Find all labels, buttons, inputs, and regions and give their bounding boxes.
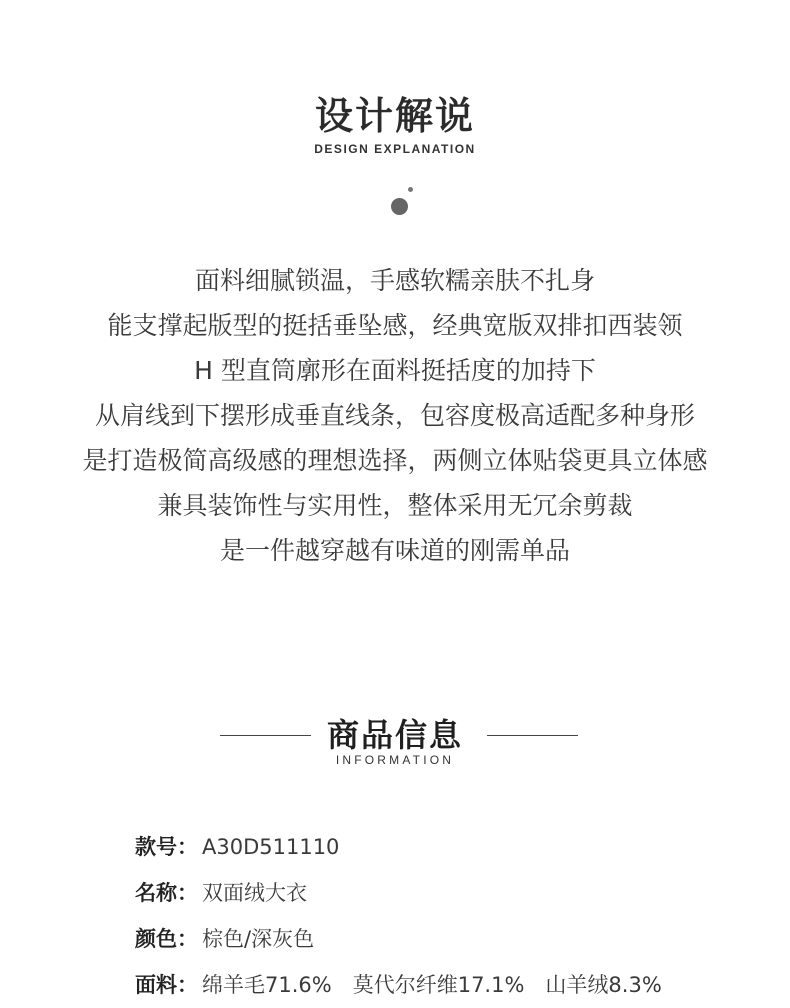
spec-label: 名称： bbox=[135, 881, 198, 905]
description-line: 兼具装饰性与实用性，整体采用无冗余剪裁 bbox=[157, 491, 633, 520]
spec-value: 双面绒大衣 bbox=[202, 881, 307, 905]
large-dot bbox=[391, 198, 408, 215]
spec-label: 面料： bbox=[135, 973, 198, 997]
small-dot bbox=[408, 187, 413, 192]
info-header bbox=[0, 708, 790, 778]
info-title: 商品信息 bbox=[326, 716, 463, 754]
spec-row bbox=[135, 916, 755, 962]
spec-row bbox=[135, 962, 755, 1008]
divider-line-right bbox=[487, 735, 578, 736]
description-line: 是一件越穿越有味道的刚需单品 bbox=[219, 536, 570, 565]
spec-row bbox=[135, 870, 755, 916]
spec-label: 颜色： bbox=[135, 927, 198, 951]
description-line: 面料细腻锁温，手感软糯亲肤不扎身 bbox=[194, 266, 595, 295]
design-description bbox=[0, 258, 790, 573]
spec-row bbox=[135, 824, 755, 870]
spec-value: A30D511110 bbox=[202, 835, 340, 859]
design-subtitle: DESIGN EXPLANATION bbox=[314, 142, 476, 156]
decorative-dots bbox=[385, 184, 425, 224]
description-line: 从肩线到下摆形成垂直线条，包容度极高适配多种身形 bbox=[94, 401, 695, 430]
description-line: H 型直筒廓形在面料挺括度的加持下 bbox=[194, 356, 596, 385]
spec-value: 绵羊毛71.6% 莫代尔纤维17.1% 山羊绒8.3% bbox=[202, 973, 662, 997]
spec-label: 款号： bbox=[135, 835, 198, 859]
spec-value: 棕色/深灰色 bbox=[202, 927, 315, 951]
description-line: 是打造极简高级感的理想选择，两侧立体贴袋更具立体感 bbox=[82, 446, 708, 475]
description-line: 能支撑起版型的挺括垂坠感，经典宽版双排扣西装领 bbox=[107, 311, 683, 340]
info-subtitle: INFORMATION bbox=[335, 753, 455, 767]
product-specs bbox=[135, 824, 755, 1008]
design-title: 设计解说 bbox=[314, 94, 475, 138]
